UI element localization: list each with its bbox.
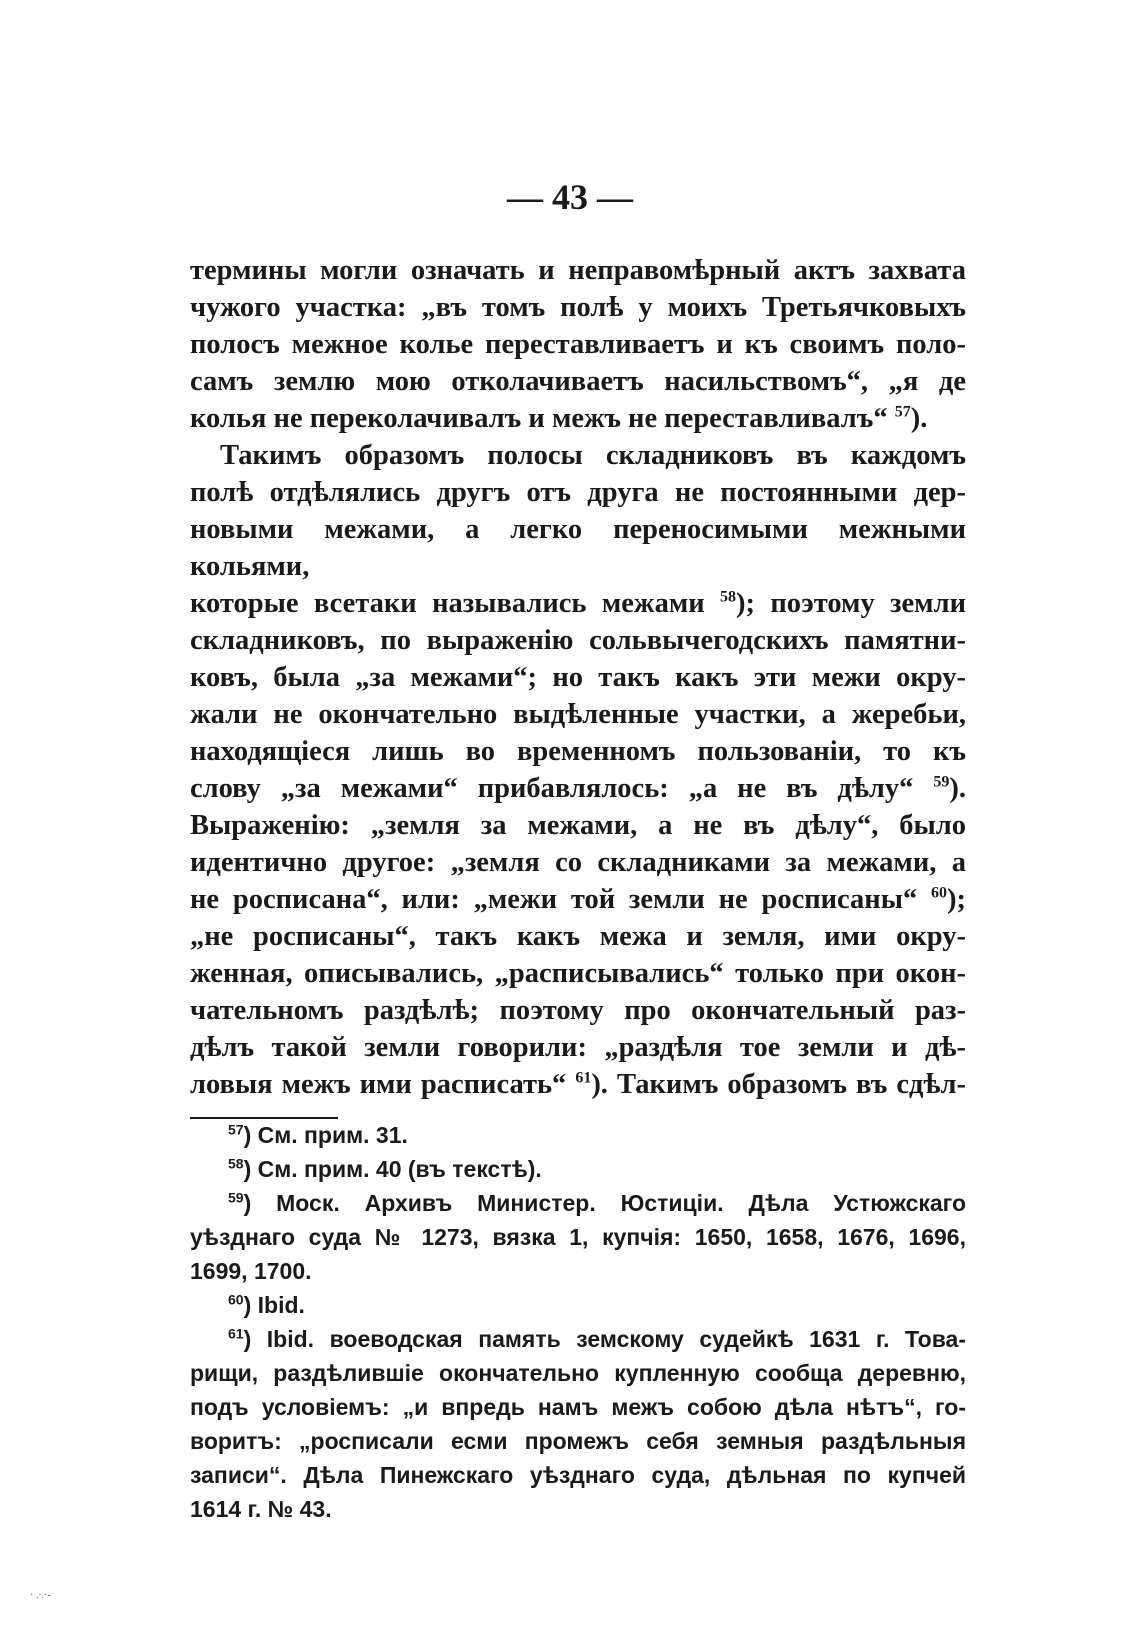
footnote-line — [190, 1152, 966, 1186]
text-fragment: не росписана“, или: „межи той земли не росписаны“ — [190, 884, 932, 915]
footnote-line: уѣзднаго суда № 1273, вязка 1, купчія: 1650, 1658, 1676, 1696, — [190, 1224, 966, 1250]
text-line: чужого участка: „въ томъ полѣ у моихъ Третьячковыхъ — [190, 292, 966, 323]
text-line: женная, описывались, „расписывались“ только при окон- — [190, 958, 966, 989]
text-line: находящіеся лишь во временномъ пользованіи, то къ — [190, 736, 966, 767]
text-fragment: ); — [947, 884, 966, 915]
text-fragment: слову „за межами“ прибавлялось: „а не въ дѣлу“ — [190, 773, 934, 804]
text-line: жали не окончательно выдѣленные участки, а жеребьи, — [190, 699, 966, 730]
text-fragment: колья не переколачивалъ и межъ не переставливалъ“ — [190, 403, 888, 434]
text-line — [190, 400, 966, 437]
footnote-line: записи“. Дѣла Пинежскаго уѣзднаго суда, дѣльная по купчей — [190, 1462, 966, 1488]
text-line: дѣлъ такой земли говорили: „раздѣля тое земли и дѣ- — [190, 1032, 966, 1063]
footnote-line: воритъ: „росписали есми промежъ себя земныя раздѣльныя — [190, 1428, 966, 1454]
footnote-57 — [190, 1118, 966, 1152]
footnote-text: ) Ibid. — [243, 1292, 305, 1318]
footnote-line: 1614 г. № 43. — [190, 1496, 332, 1522]
text-line — [190, 881, 966, 918]
footnote-line: рищи, раздѣлившіе окончательно купленную сообща деревню, — [190, 1360, 966, 1386]
footnote-text: ) См. прим. 31. — [243, 1122, 408, 1148]
footnote-number: 60 — [228, 1291, 244, 1308]
text-line: полосъ межное колье переставливаетъ и къ своимъ поло- — [190, 329, 966, 360]
footnote-58 — [190, 1152, 966, 1186]
paragraph-2 — [190, 437, 966, 1103]
scan-speck: · .·.·- — [30, 1590, 51, 1601]
text-line: идентично другое: „земля со складниками за межами, а — [190, 847, 966, 878]
text-fragment: ). Такимъ образомъ въ сдѣл- — [591, 1069, 966, 1100]
footnote-ref-57: 57 — [894, 403, 911, 421]
footnote-text: ) Моск. Архивъ Министер. Юстиціи. Дѣла Устюжскаго — [243, 1190, 966, 1216]
footnote-line — [190, 1322, 966, 1356]
text-line: термины могли означать и неправомѣрный актъ захвата — [190, 255, 966, 286]
text-line — [190, 770, 966, 807]
footnote-ref-61: 61 — [575, 1069, 592, 1087]
footnote-line: подъ условіемъ: „и впредь намъ межъ собою дѣла нѣтъ“, го- — [190, 1394, 966, 1420]
text-line: „не росписаны“, такъ какъ межа и земля, ими окру- — [190, 921, 966, 952]
footnote-number: 58 — [228, 1155, 244, 1172]
footnotes — [190, 1118, 966, 1526]
text-line: самъ землю мою отколачиваетъ насильствомъ“, „я де — [190, 366, 966, 397]
text-fragment: ловыя межъ ими расписать“ — [190, 1069, 576, 1100]
footnote-ref-58: 58 — [720, 588, 737, 606]
text-line — [190, 1066, 966, 1103]
text-line: Такимъ образомъ полосы складниковъ въ каждомъ — [220, 440, 966, 471]
footnote-number: 61 — [228, 1325, 244, 1342]
footnote-ref-60: 60 — [931, 884, 948, 902]
text-line: полѣ отдѣлялись другъ отъ друга не постоянными дер- — [190, 477, 966, 508]
footnote-59 — [190, 1186, 966, 1288]
text-fragment: которые всетаки назывались межами — [190, 588, 721, 619]
footnote-ref-59: 59 — [933, 773, 950, 791]
footnote-line — [190, 1288, 966, 1322]
text-line: ковъ, была „за межами“; но такъ какъ эти межи окру- — [190, 662, 966, 693]
footnote-number: 57 — [228, 1121, 244, 1138]
paragraph-1 — [190, 252, 966, 437]
footnote-text: ) См. прим. 40 (въ текстѣ). — [243, 1156, 542, 1182]
text-line — [190, 585, 966, 622]
footnote-line — [190, 1118, 966, 1152]
footnote-text: ) Ibid. воеводская память земскому судейкѣ 1631 г. Това- — [243, 1326, 966, 1352]
footnote-line — [190, 1186, 966, 1220]
footnote-line: 1699, 1700. — [190, 1258, 312, 1284]
footnote-number: 59 — [228, 1189, 244, 1206]
text-line: Выраженію: „земля за межами, а не въ дѣлу“, было — [190, 810, 966, 841]
text-line: чательномъ раздѣлѣ; поэтому про окончательный раз- — [190, 995, 966, 1026]
text-line: складниковъ, по выраженію сольвычегодскихъ памятни- — [190, 625, 966, 656]
text-fragment: ); поэтому земли — [736, 588, 966, 619]
footnote-60 — [190, 1288, 966, 1322]
main-text — [190, 252, 966, 1103]
footnote-61 — [190, 1322, 966, 1526]
text-fragment: ). — [910, 403, 928, 434]
page-number: — 43 — — [507, 177, 633, 217]
text-fragment: ). — [949, 773, 966, 804]
text-line: новыми межами, а легко переносимыми межными кольями, — [190, 514, 966, 582]
